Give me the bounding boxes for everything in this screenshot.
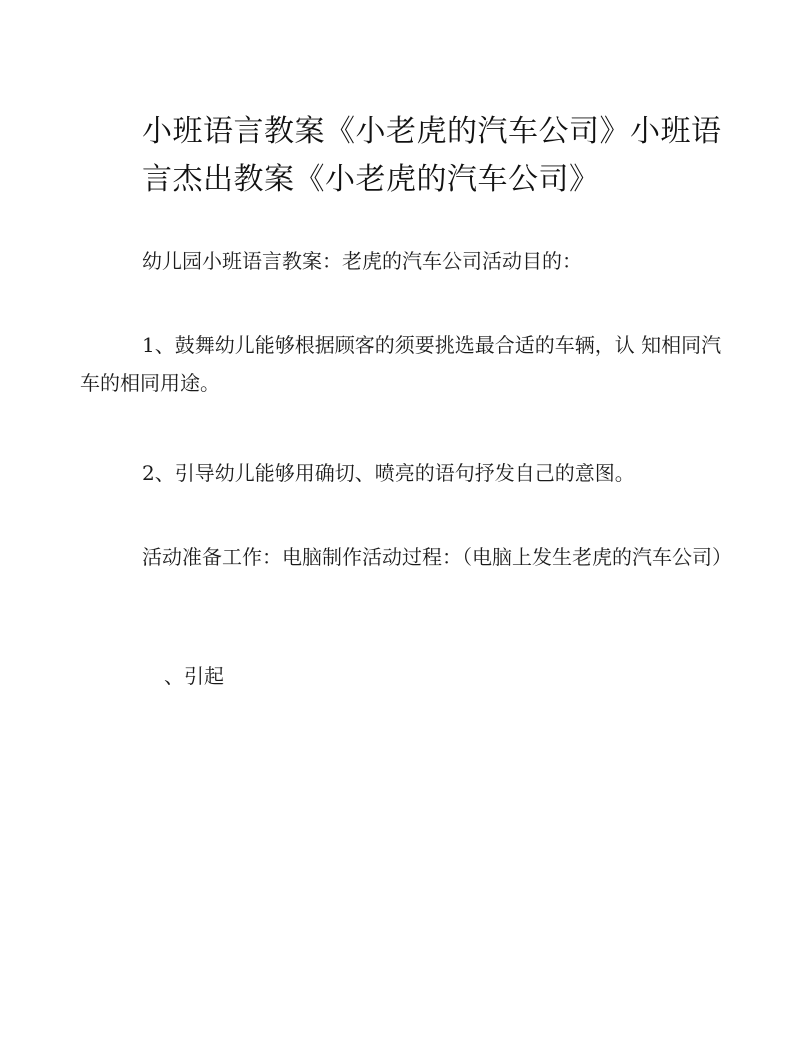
- goal-1-paragraph: 1、鼓舞幼儿能够根据顾客的须要挑选最合适的车辆，认 知相同汽车的相同用途。: [80, 333, 722, 395]
- preparation-paragraph: 活动准备工作：电脑制作活动过程：（电脑上发生老虎的汽车公司）: [142, 545, 732, 569]
- intro-paragraph: 幼儿园小班语言教案：老虎的汽车公司活动目的：: [142, 249, 582, 273]
- document-title: 小班语言教案《小老虎的汽车公司》小班语言杰出教案《小老虎的汽车公司》: [142, 114, 722, 197]
- step-paragraph: 、引起: [164, 664, 224, 688]
- goal-2-paragraph: 2、引导幼儿能够用确切、喷亮的语句抒发自己的意图。: [142, 461, 635, 485]
